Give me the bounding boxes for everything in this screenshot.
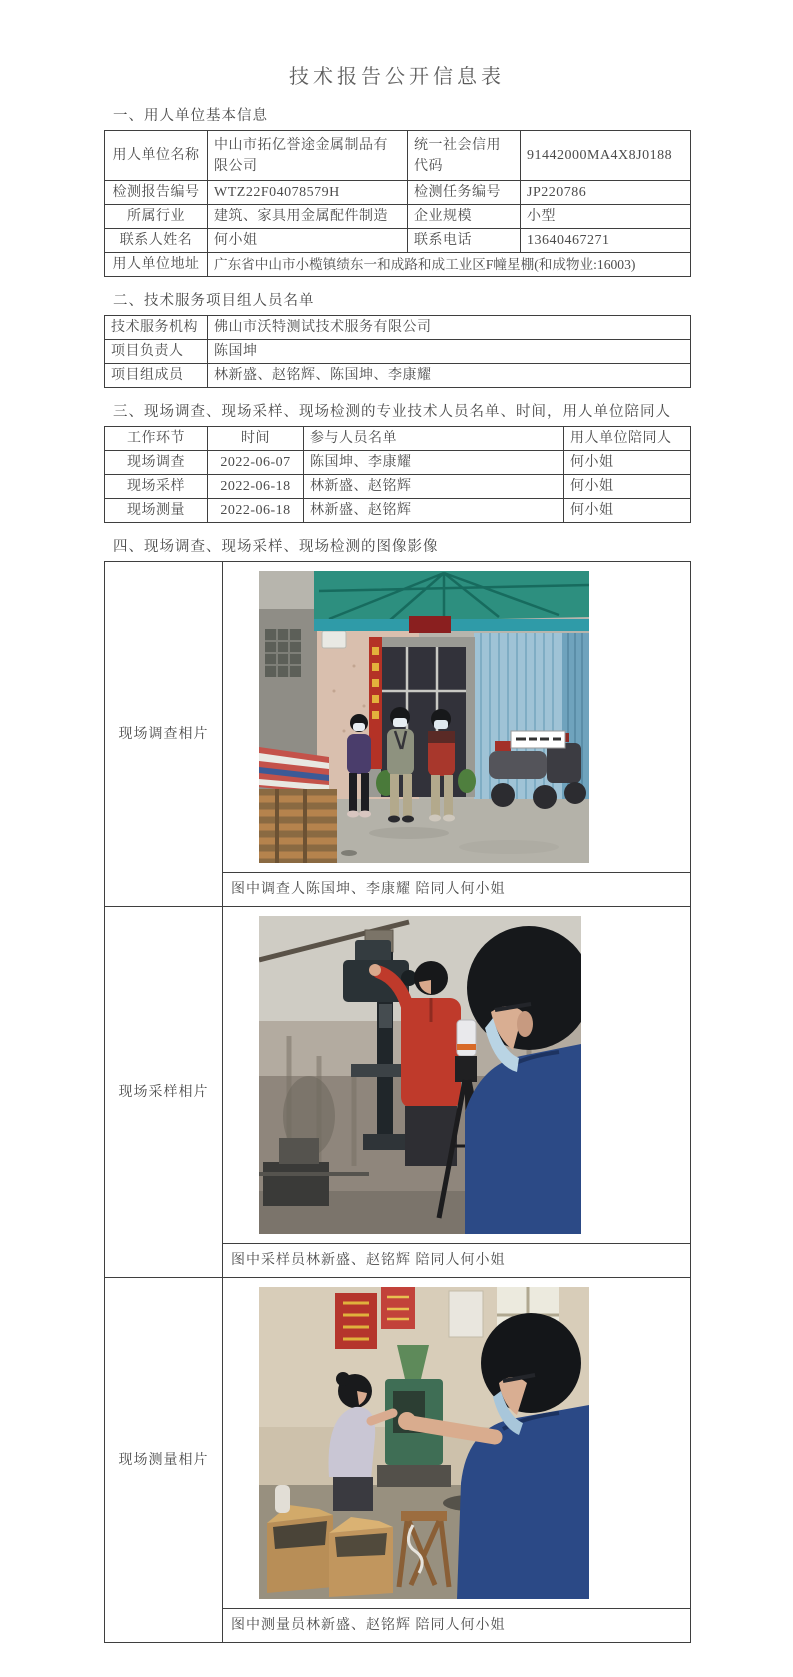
escort-cell: 何小姐 xyxy=(564,499,691,523)
industry-value: 建筑、家具用金属配件制造 xyxy=(208,205,408,229)
industry-label: 所属行业 xyxy=(105,205,208,229)
table-row xyxy=(105,131,691,181)
observer-blue-polo xyxy=(465,926,581,1234)
employer-name-label: 用人单位名称 xyxy=(105,131,208,181)
sampling-photo xyxy=(259,916,581,1234)
measurement-photo-label: 现场测量相片 xyxy=(105,1278,223,1643)
table-row xyxy=(105,181,691,205)
photo-row-survey xyxy=(105,562,691,873)
org-label: 技术服务机构 xyxy=(105,316,208,340)
contact-label: 联系人姓名 xyxy=(105,229,208,253)
participants-cell: 林新盛、赵铭辉 xyxy=(304,499,564,523)
participants-cell: 林新盛、赵铭辉 xyxy=(304,475,564,499)
section1-heading: 一、用人单位基本信息 xyxy=(113,108,268,124)
section4-heading: 四、现场调查、现场采样、现场检测的图像影像 xyxy=(113,539,439,555)
table-header-row xyxy=(105,427,691,451)
members-label: 项目组成员 xyxy=(105,364,208,388)
table-row xyxy=(105,364,691,388)
col-time-header: 时间 xyxy=(208,427,304,451)
measurement-photo-cell xyxy=(223,1278,691,1609)
photo-row-measurement xyxy=(105,1278,691,1609)
report-content xyxy=(104,0,690,1643)
members-value: 林新盛、赵铭辉、陈国坤、李康耀 xyxy=(208,364,691,388)
phone-label: 联系电话 xyxy=(408,229,521,253)
site-work-table xyxy=(104,426,691,523)
step-cell: 现场调查 xyxy=(105,451,208,475)
contact-value: 何小姐 xyxy=(208,229,408,253)
leader-value: 陈国坤 xyxy=(208,340,691,364)
col-escort-header: 用人单位陪同人 xyxy=(564,427,691,451)
survey-photo xyxy=(259,571,589,863)
survey-photo-caption: 图中调查人陈国坤、李康耀 陪同人何小姐 xyxy=(223,873,691,907)
page-title: 技术报告公开信息表 xyxy=(289,66,505,88)
phone-value: 13640467271 xyxy=(521,229,691,253)
measurement-photo xyxy=(259,1287,589,1599)
section2-heading: 二、技术服务项目组人员名单 xyxy=(113,293,315,309)
date-cell: 2022-06-07 xyxy=(208,451,304,475)
col-participants-header: 参与人员名单 xyxy=(304,427,564,451)
table-row xyxy=(105,451,691,475)
survey-photo-label: 现场调查相片 xyxy=(105,562,223,907)
section3-heading: 三、现场调查、现场采样、现场检测的专业技术人员名单、时间，用人单位陪同人 xyxy=(113,404,671,420)
col-step-header: 工作环节 xyxy=(105,427,208,451)
table-row xyxy=(105,499,691,523)
photo-row-sampling xyxy=(105,907,691,1244)
measurement-photo-caption: 图中测量员林新盛、赵铭辉 陪同人何小姐 xyxy=(223,1609,691,1643)
org-value: 佛山市沃特测试技术服务有限公司 xyxy=(208,316,691,340)
photo-table xyxy=(104,561,691,1643)
scale-label: 企业规模 xyxy=(408,205,521,229)
escort-cell: 何小姐 xyxy=(564,451,691,475)
table-row xyxy=(105,340,691,364)
credit-code-value: 91442000MA4X8J0188 xyxy=(521,131,691,181)
survey-photo-cell xyxy=(223,562,691,873)
escort-cell: 何小姐 xyxy=(564,475,691,499)
table-row xyxy=(105,475,691,499)
step-cell: 现场采样 xyxy=(105,475,208,499)
participants-cell: 陈国坤、李康耀 xyxy=(304,451,564,475)
pallet-stack xyxy=(259,747,337,863)
report-no-value: WTZ22F04078579H xyxy=(208,181,408,205)
table-row xyxy=(105,229,691,253)
leader-label: 项目负责人 xyxy=(105,340,208,364)
task-no-value: JP220786 xyxy=(521,181,691,205)
sampling-photo-cell xyxy=(223,907,691,1244)
step-cell: 现场测量 xyxy=(105,499,208,523)
report-no-label: 检测报告编号 xyxy=(105,181,208,205)
scale-value: 小型 xyxy=(521,205,691,229)
basic-info-table xyxy=(104,130,691,277)
table-row xyxy=(105,253,691,277)
employer-name-value: 中山市拓亿誉途金属制品有限公司 xyxy=(208,131,408,181)
table-row xyxy=(105,316,691,340)
date-cell: 2022-06-18 xyxy=(208,499,304,523)
address-value: 广东省中山市小榄镇绩东一和成路和成工业区F幢星棚(和成物业:16003) xyxy=(208,253,691,277)
task-no-label: 检测任务编号 xyxy=(408,181,521,205)
sampling-photo-label: 现场采样相片 xyxy=(105,907,223,1278)
date-cell: 2022-06-18 xyxy=(208,475,304,499)
credit-code-label: 统一社会信用代码 xyxy=(408,131,521,181)
address-label: 用人单位地址 xyxy=(105,253,208,277)
sampling-photo-caption: 图中采样员林新盛、赵铭辉 陪同人何小姐 xyxy=(223,1244,691,1278)
table-row xyxy=(105,205,691,229)
project-team-table xyxy=(104,315,691,388)
